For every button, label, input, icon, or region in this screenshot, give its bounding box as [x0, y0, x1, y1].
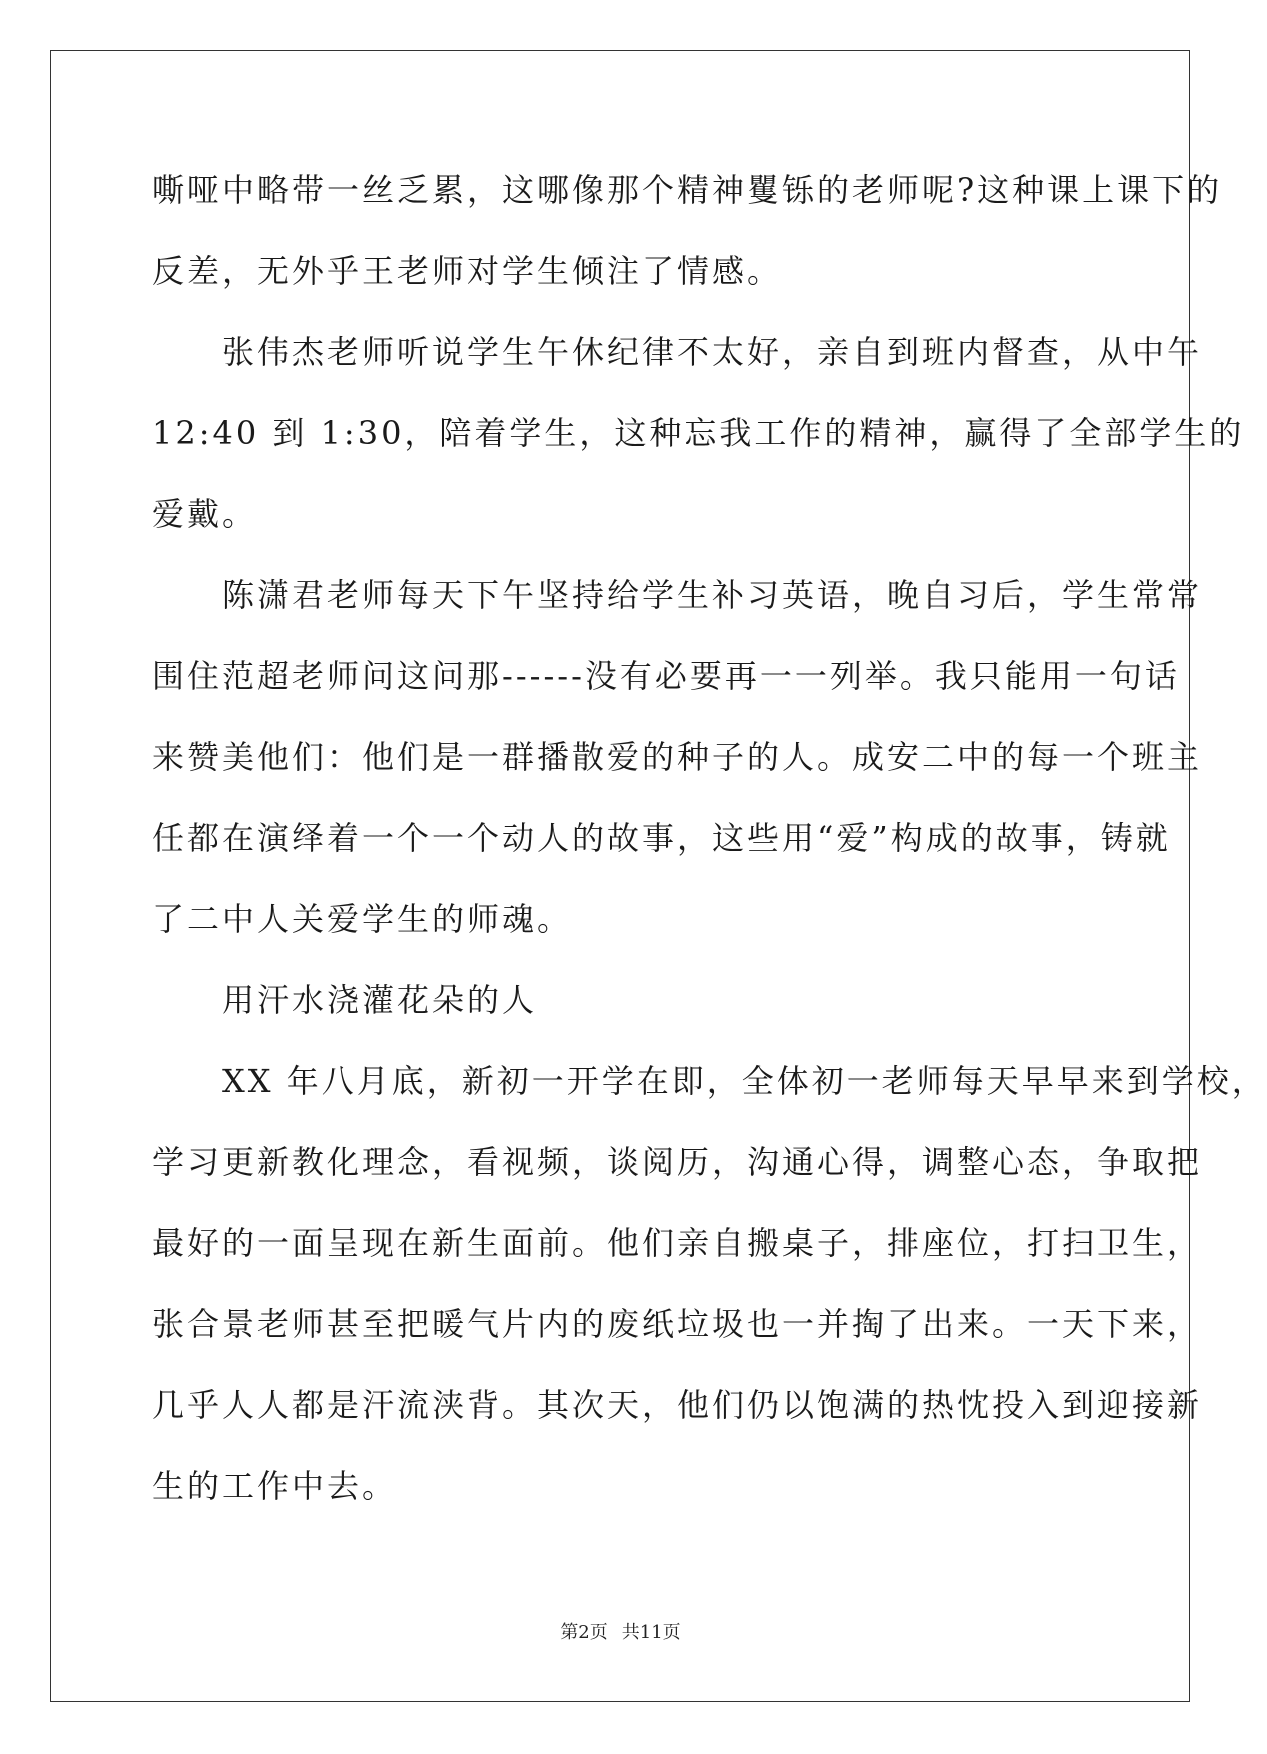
- text-line: 几乎人人都是汗流浃背。其次天，他们仍以饱满的热忱投入到迎接新: [152, 1386, 1203, 1424]
- text-line: 张合景老师甚至把暖气片内的废纸垃圾也一并掏了出来。一天下来，: [152, 1305, 1203, 1343]
- text-line: XX 年八月底，新初一开学在即，全体初一老师每天早早来到学校，: [152, 1062, 1267, 1100]
- text-line: 反差，无外乎王老师对学生倾注了情感。: [152, 252, 783, 290]
- document-body: [152, 150, 1267, 1527]
- text-line: 了二中人关爱学生的师魂。: [152, 900, 573, 938]
- page-footer: [0, 1621, 1241, 1645]
- text-line: 围住范超老师问这问那------没有必要再一一列举。我只能用一句话: [152, 657, 1180, 695]
- page-total: 共11页: [621, 1622, 681, 1643]
- text-line: 嘶哑中略带一丝乏累，这哪像那个精神矍铄的老师呢?这种课上课下的: [152, 171, 1223, 209]
- page-number: 第2页: [560, 1622, 608, 1643]
- text-line: 任都在演绎着一个一个动人的故事，这些用“爱”构成的故事，铸就: [152, 819, 1171, 857]
- section-heading: 用汗水浇灌花朵的人: [152, 981, 538, 1019]
- text-line: 陈潇君老师每天下午坚持给学生补习英语，晚自习后，学生常常: [152, 576, 1203, 614]
- text-line: 学习更新教化理念，看视频，谈阅历，沟通心得，调整心态，争取把: [152, 1143, 1203, 1181]
- text-line: 最好的一面呈现在新生面前。他们亲自搬桌子，排座位，打扫卫生，: [152, 1224, 1203, 1262]
- text-line: 来赞美他们：他们是一群播散爱的种子的人。成安二中的每一个班主: [152, 738, 1203, 776]
- text-line: 爱戴。: [152, 495, 258, 533]
- text-line: 张伟杰老师听说学生午休纪律不太好，亲自到班内督查，从中午: [152, 333, 1203, 371]
- text-line: 生的工作中去。: [152, 1467, 398, 1505]
- text-line: 12:40 到 1:30，陪着学生，这种忘我工作的精神，赢得了全部学生的: [152, 414, 1245, 452]
